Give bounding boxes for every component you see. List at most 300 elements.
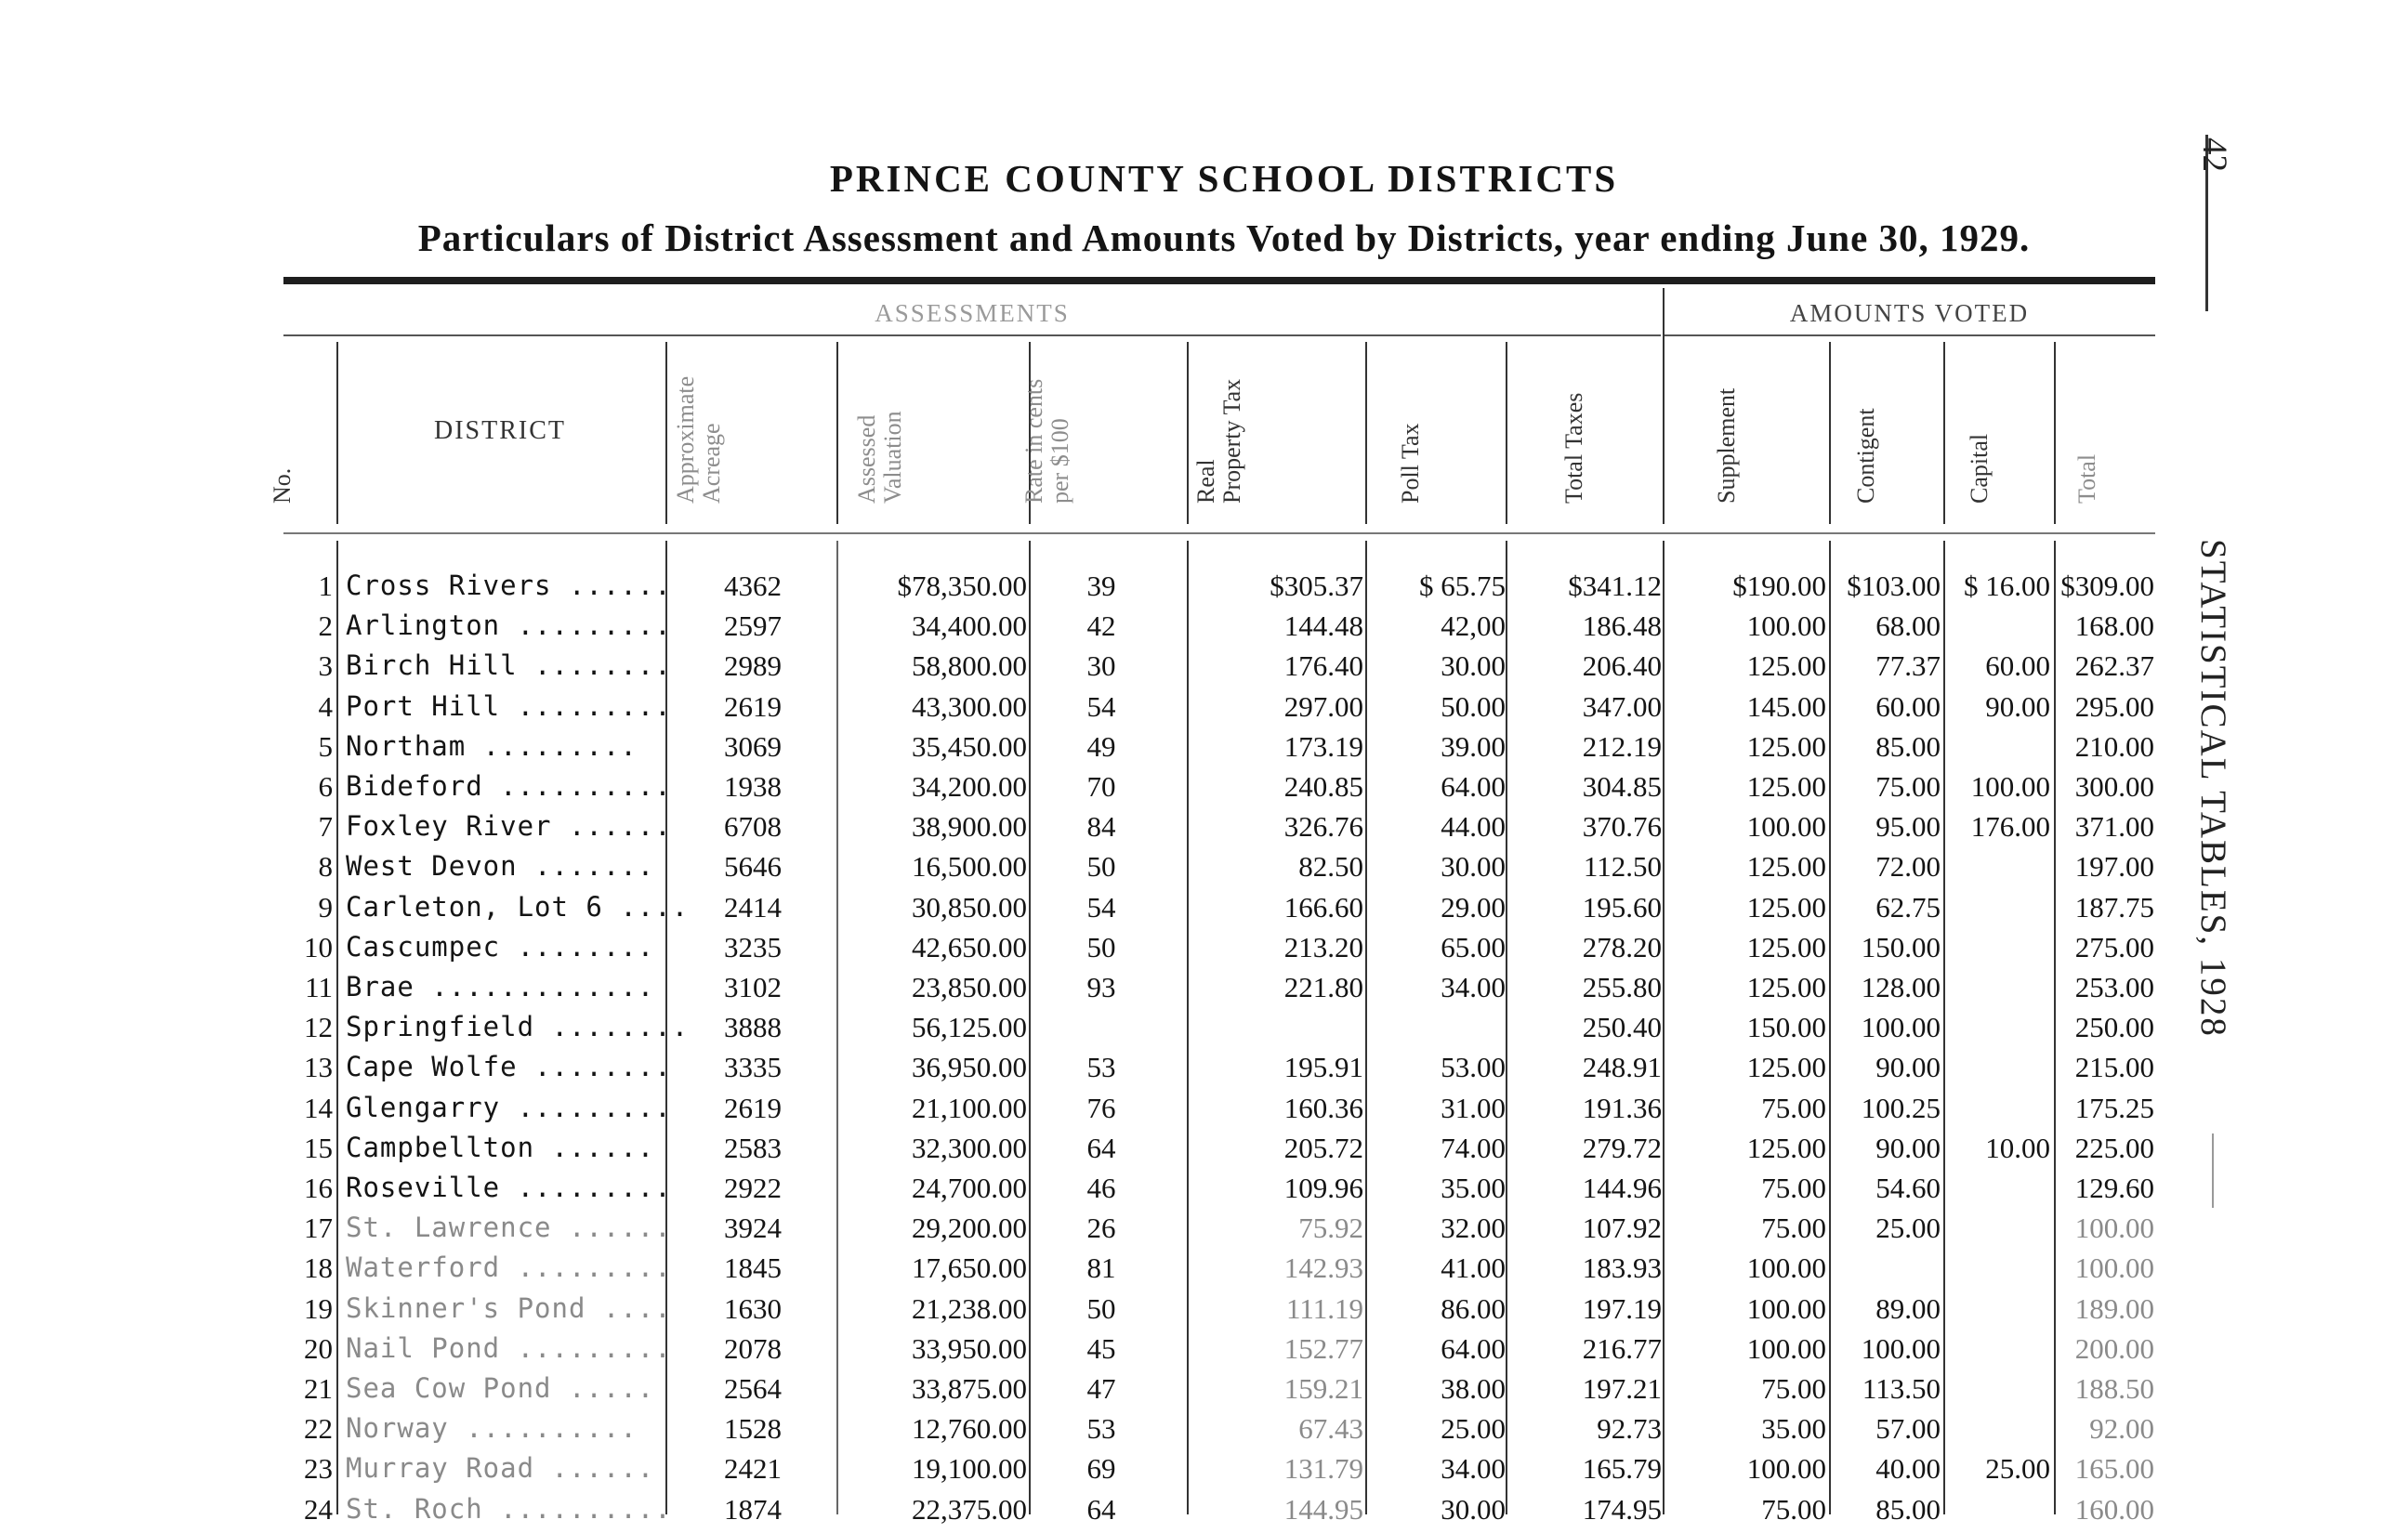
cell-real-tax: 240.85 (1283, 770, 1363, 803)
cell-contigent: 54.60 (1875, 1172, 1941, 1204)
cell-no: 22 (304, 1412, 333, 1446)
table-row (0, 570, 2408, 609)
cell-acreage: 2421 (724, 1452, 782, 1486)
table-row (0, 1452, 2408, 1492)
table-row (0, 1132, 2408, 1172)
rule-under-column-headers (283, 532, 2155, 534)
cell-no: 4 (318, 689, 333, 723)
cell-valuation: 56,125.00 (912, 1011, 1027, 1044)
cell-acreage: 2078 (724, 1331, 782, 1365)
cell-no: 18 (304, 1251, 333, 1285)
cell-real-tax: 75.92 (1298, 1212, 1363, 1245)
table-row (0, 1332, 2408, 1372)
cell-district: Cascumpec ........ (346, 930, 655, 963)
cell-rate: 45 (1086, 1331, 1116, 1365)
cell-acreage: 2597 (724, 609, 782, 643)
cell-district: Nail Pond ......... (346, 1331, 672, 1364)
cell-valuation: 22,375.00 (912, 1492, 1027, 1526)
cell-poll-tax: 64.00 (1441, 1331, 1506, 1365)
cell-acreage: 3335 (724, 1051, 782, 1084)
cell-no: 10 (304, 930, 333, 963)
cell-rate: 50 (1086, 930, 1116, 963)
cell-real-tax: 67.43 (1298, 1412, 1363, 1446)
cell-contigent: 75.00 (1875, 770, 1941, 803)
cell-no: 17 (304, 1212, 333, 1245)
cell-acreage: 2922 (724, 1172, 782, 1204)
cell-valuation: 29,200.00 (912, 1212, 1027, 1245)
cell-supplement: 100.00 (1746, 1251, 1826, 1285)
cell-valuation: 16,500.00 (912, 850, 1027, 884)
cell-contigent: 40.00 (1875, 1452, 1941, 1486)
cell-poll-tax: 86.00 (1441, 1291, 1506, 1325)
cell-contigent: 95.00 (1875, 810, 1941, 844)
col-sep (1663, 288, 1665, 524)
cell-acreage: 2619 (724, 1091, 782, 1124)
cell-capital: 176.00 (1970, 810, 2050, 844)
cell-real-tax: 160.36 (1283, 1091, 1363, 1124)
cell-contigent: 57.00 (1875, 1412, 1941, 1446)
cell-supplement: 100.00 (1746, 810, 1826, 844)
cell-contigent: 100.00 (1861, 1011, 1941, 1044)
cell-total: 215.00 (2074, 1051, 2154, 1084)
cell-valuation: 19,100.00 (912, 1452, 1027, 1486)
table-row (0, 690, 2408, 730)
cell-district: Waterford ......... (346, 1251, 672, 1284)
table-row (0, 1051, 2408, 1091)
col-sep (1829, 342, 1831, 524)
cell-acreage: 3235 (724, 930, 782, 963)
rule-under-amounts-voted (1664, 334, 2155, 336)
cell-district: Port Hill ......... (346, 689, 672, 722)
cell-supplement: 125.00 (1746, 1131, 1826, 1164)
cell-no: 2 (318, 609, 333, 643)
cell-total: 92.00 (2089, 1412, 2154, 1446)
cell-rate: 50 (1086, 850, 1116, 884)
cell-rate: 93 (1086, 971, 1116, 1003)
table-row (0, 649, 2408, 689)
cell-capital: 25.00 (1985, 1452, 2050, 1486)
cell-supplement: 75.00 (1761, 1492, 1826, 1526)
cell-contigent: 60.00 (1875, 689, 1941, 723)
cell-acreage: 5646 (724, 850, 782, 884)
cell-poll-tax: $ 65.75 (1419, 570, 1506, 602)
cell-no: 11 (305, 971, 333, 1003)
cell-contigent: 25.00 (1875, 1212, 1941, 1245)
assessments-group-header: ASSESSMENTS (875, 299, 1070, 327)
cell-capital: $ 16.00 (1964, 570, 2050, 602)
cell-total-taxes: 174.95 (1582, 1492, 1662, 1526)
cell-capital: 60.00 (1985, 649, 2050, 683)
cell-total: 197.00 (2074, 850, 2154, 884)
cell-poll-tax: 30.00 (1441, 850, 1506, 884)
cell-no: 14 (304, 1091, 333, 1124)
cell-district: Foxley River ...... (346, 810, 672, 843)
table-row (0, 1251, 2408, 1291)
cell-valuation: 12,760.00 (912, 1412, 1027, 1446)
table-row (0, 609, 2408, 649)
cell-valuation: 33,950.00 (912, 1331, 1027, 1365)
cell-supplement: 125.00 (1746, 850, 1826, 884)
cell-valuation: 24,700.00 (912, 1172, 1027, 1204)
cell-valuation: 17,650.00 (912, 1251, 1027, 1285)
cell-valuation: 34,400.00 (912, 609, 1027, 643)
cell-no: 20 (304, 1331, 333, 1365)
cell-total: 225.00 (2074, 1131, 2154, 1164)
cell-rate: 53 (1086, 1412, 1116, 1446)
cell-total: 253.00 (2074, 971, 2154, 1003)
cell-total: 160.00 (2074, 1492, 2154, 1526)
cell-rate: 50 (1086, 1291, 1116, 1325)
cell-district: Sea Cow Pond ..... (346, 1372, 655, 1404)
cell-valuation: 58,800.00 (912, 649, 1027, 683)
cell-rate: 53 (1086, 1051, 1116, 1084)
cell-acreage: 6708 (724, 810, 782, 844)
cell-real-tax: 173.19 (1283, 729, 1363, 763)
cell-district: St. Lawrence ...... (346, 1212, 672, 1244)
cell-rate: 64 (1086, 1131, 1116, 1164)
cell-no: 3 (318, 649, 333, 683)
cell-real-tax: 297.00 (1283, 689, 1363, 723)
cell-supplement: 35.00 (1761, 1412, 1826, 1446)
cell-acreage: 3924 (724, 1212, 782, 1245)
cell-supplement: 125.00 (1746, 649, 1826, 683)
cell-supplement: 125.00 (1746, 971, 1826, 1003)
cell-contigent: 100.25 (1861, 1091, 1941, 1124)
table-row (0, 850, 2408, 890)
cell-capital: 10.00 (1985, 1131, 2050, 1164)
cell-total: 100.00 (2074, 1212, 2154, 1245)
cell-supplement: 125.00 (1746, 770, 1826, 803)
cell-district: Norway .......... (346, 1412, 638, 1445)
cell-real-tax: $305.37 (1270, 570, 1363, 602)
cell-rate: 26 (1086, 1212, 1116, 1245)
cell-poll-tax: 31.00 (1441, 1091, 1506, 1124)
col-sep (1187, 342, 1189, 524)
cell-supplement: 150.00 (1746, 1011, 1826, 1044)
cell-acreage: 2414 (724, 890, 782, 924)
cell-real-tax: 221.80 (1283, 971, 1363, 1003)
cell-valuation: 21,100.00 (912, 1091, 1027, 1124)
cell-district: Roseville ......... (346, 1172, 672, 1203)
cell-total: 129.60 (2074, 1172, 2154, 1204)
table-row (0, 891, 2408, 931)
cell-total-taxes: 304.85 (1582, 770, 1662, 803)
cell-valuation: 38,900.00 (912, 810, 1027, 844)
cell-supplement: 125.00 (1746, 890, 1826, 924)
col-sep (1943, 342, 1945, 524)
page-subtitle: Particulars of District Assessment and Amounts Voted by Districts, year ending June 30, 1929. (417, 216, 2031, 259)
cell-rate: 81 (1086, 1251, 1116, 1285)
cell-supplement: 125.00 (1746, 1051, 1826, 1084)
cell-district: Carleton, Lot 6 .... (346, 890, 690, 923)
cell-total-taxes: 112.50 (1583, 850, 1662, 884)
cell-real-tax: 326.76 (1283, 810, 1363, 844)
cell-real-tax: 159.21 (1283, 1372, 1363, 1405)
col-header-district: DISTRICT (434, 416, 566, 445)
cell-contigent: 68.00 (1875, 609, 1941, 643)
cell-poll-tax: 50.00 (1441, 689, 1506, 723)
cell-acreage: 1528 (724, 1412, 782, 1446)
rule-under-assessments (283, 334, 1661, 336)
cell-valuation: 21,238.00 (912, 1291, 1027, 1325)
cell-total: 165.00 (2074, 1452, 2154, 1486)
cell-contigent: 89.00 (1875, 1291, 1941, 1325)
table-row (0, 1412, 2408, 1452)
cell-poll-tax: 42,00 (1441, 609, 1506, 643)
cell-no: 21 (304, 1372, 333, 1405)
cell-contigent: 100.00 (1861, 1331, 1941, 1365)
cell-total-taxes: 250.40 (1582, 1011, 1662, 1044)
cell-total-taxes: 165.79 (1582, 1452, 1662, 1486)
cell-valuation: 42,650.00 (912, 930, 1027, 963)
cell-total: 250.00 (2074, 1011, 2154, 1044)
cell-district: Glengarry ......... (346, 1091, 672, 1123)
table-row (0, 1011, 2408, 1051)
cell-contigent: 85.00 (1875, 1492, 1941, 1526)
cell-no: 5 (318, 729, 333, 763)
cell-rate: 42 (1086, 609, 1116, 643)
cell-rate: 70 (1086, 770, 1116, 803)
col-sep (665, 342, 667, 524)
col-sep (1506, 342, 1507, 524)
table-row (0, 1212, 2408, 1251)
page-title: PRINCE COUNTY SCHOOL DISTRICTS (829, 157, 1619, 200)
cell-contigent: 90.00 (1875, 1131, 1941, 1164)
cell-real-tax: 166.60 (1283, 890, 1363, 924)
cell-district: Springfield ........ (346, 1011, 690, 1043)
cell-total-taxes: 206.40 (1582, 649, 1662, 683)
cell-poll-tax: 64.00 (1441, 770, 1506, 803)
cell-total: $309.00 (2060, 570, 2154, 602)
cell-poll-tax: 34.00 (1441, 1452, 1506, 1486)
cell-district: Skinner's Pond .... (346, 1291, 672, 1324)
cell-total-taxes: 248.91 (1582, 1051, 1662, 1084)
cell-contigent: 77.37 (1875, 649, 1941, 683)
cell-valuation: 33,875.00 (912, 1372, 1027, 1405)
cell-poll-tax: 34.00 (1441, 971, 1506, 1003)
cell-real-tax: 144.95 (1283, 1492, 1363, 1526)
cell-supplement: 100.00 (1746, 609, 1826, 643)
cell-total: 188.50 (2074, 1372, 2154, 1405)
cell-acreage: 2989 (724, 649, 782, 683)
cell-district: Murray Road ...... (346, 1452, 655, 1485)
cell-supplement: 145.00 (1746, 689, 1826, 723)
cell-supplement: 75.00 (1761, 1212, 1826, 1245)
cell-rate: 54 (1086, 689, 1116, 723)
table-row (0, 770, 2408, 810)
cell-poll-tax: 38.00 (1441, 1372, 1506, 1405)
cell-total-taxes: 255.80 (1582, 971, 1662, 1003)
cell-rate: 39 (1086, 570, 1116, 602)
col-sep (2054, 342, 2056, 524)
cell-district: Northam ......... (346, 729, 638, 762)
table-row (0, 1372, 2408, 1412)
cell-capital: 90.00 (1985, 689, 2050, 723)
cell-acreage: 3102 (724, 971, 782, 1003)
cell-total-taxes: 186.48 (1582, 609, 1662, 643)
cell-poll-tax: 53.00 (1441, 1051, 1506, 1084)
table-row (0, 730, 2408, 770)
cell-supplement: 100.00 (1746, 1291, 1826, 1325)
table-row (0, 1092, 2408, 1132)
cell-contigent: 62.75 (1875, 890, 1941, 924)
cell-poll-tax: 32.00 (1441, 1212, 1506, 1245)
cell-contigent: 150.00 (1861, 930, 1941, 963)
cell-acreage: 2583 (724, 1131, 782, 1164)
cell-real-tax: 131.79 (1283, 1452, 1363, 1486)
table-row (0, 810, 2408, 850)
cell-total-taxes: 197.21 (1582, 1372, 1662, 1405)
header-rule (283, 277, 2155, 284)
cell-valuation: 23,850.00 (912, 971, 1027, 1003)
cell-no: 6 (318, 770, 333, 803)
cell-poll-tax: 25.00 (1441, 1412, 1506, 1446)
cell-no: 19 (304, 1291, 333, 1325)
cell-no: 7 (318, 810, 333, 844)
cell-district: Brae ............. (346, 971, 655, 1002)
cell-acreage: 1630 (724, 1291, 782, 1325)
cell-real-tax: 195.91 (1283, 1051, 1363, 1084)
cell-real-tax: 111.19 (1286, 1291, 1363, 1325)
cell-poll-tax: 41.00 (1441, 1251, 1506, 1285)
cell-total: 295.00 (2074, 689, 2154, 723)
cell-valuation: 35,450.00 (912, 729, 1027, 763)
cell-no: 9 (318, 890, 333, 924)
cell-total: 189.00 (2074, 1291, 2154, 1325)
cell-valuation: 30,850.00 (912, 890, 1027, 924)
cell-district: Cape Wolfe ........ (346, 1051, 672, 1083)
cell-total: 187.75 (2074, 890, 2154, 924)
cell-supplement: 100.00 (1746, 1331, 1826, 1365)
cell-supplement: $190.00 (1732, 570, 1826, 602)
cell-total-taxes: 370.76 (1582, 810, 1662, 844)
cell-no: 12 (304, 1011, 333, 1044)
cell-acreage: 2619 (724, 689, 782, 723)
cell-total: 300.00 (2074, 770, 2154, 803)
cell-acreage: 4362 (724, 570, 782, 602)
cell-total-taxes: $341.12 (1568, 570, 1662, 602)
cell-acreage: 3888 (724, 1011, 782, 1044)
cell-poll-tax: 29.00 (1441, 890, 1506, 924)
cell-district: West Devon ....... (346, 850, 655, 883)
cell-supplement: 125.00 (1746, 729, 1826, 763)
cell-no: 23 (304, 1452, 333, 1486)
col-sep (1365, 342, 1367, 524)
cell-real-tax: 205.72 (1283, 1131, 1363, 1164)
cell-total-taxes: 195.60 (1582, 890, 1662, 924)
cell-total: 100.00 (2074, 1251, 2154, 1285)
cell-real-tax: 142.93 (1283, 1251, 1363, 1285)
cell-total-taxes: 144.96 (1582, 1172, 1662, 1204)
cell-total-taxes: 92.73 (1597, 1412, 1662, 1446)
cell-poll-tax: 30.00 (1441, 1492, 1506, 1526)
cell-valuation: 32,300.00 (912, 1131, 1027, 1164)
cell-valuation: $78,350.00 (897, 570, 1027, 602)
table-row (0, 1172, 2408, 1212)
cell-rate: 46 (1086, 1172, 1116, 1204)
cell-no: 15 (304, 1131, 333, 1164)
table-row (0, 1292, 2408, 1332)
cell-contigent: 113.50 (1862, 1372, 1941, 1405)
cell-contigent: 72.00 (1875, 850, 1941, 884)
amounts-voted-group-header: AMOUNTS VOTED (1789, 299, 2030, 327)
page-edge-rule (2212, 1133, 2214, 1208)
cell-acreage: 3069 (724, 729, 782, 763)
cell-poll-tax: 35.00 (1441, 1172, 1506, 1204)
cell-total-taxes: 191.36 (1582, 1091, 1662, 1124)
cell-total: 275.00 (2074, 930, 2154, 963)
cell-total: 262.37 (2074, 649, 2154, 683)
cell-total-taxes: 107.92 (1582, 1212, 1662, 1245)
table-row (0, 971, 2408, 1011)
cell-total-taxes: 279.72 (1582, 1131, 1662, 1164)
cell-real-tax: 109.96 (1283, 1172, 1363, 1204)
cell-valuation: 36,950.00 (912, 1051, 1027, 1084)
cell-acreage: 2564 (724, 1372, 782, 1405)
cell-rate: 64 (1086, 1492, 1116, 1526)
cell-rate: 69 (1086, 1452, 1116, 1486)
cell-rate: 54 (1086, 890, 1116, 924)
cell-total: 371.00 (2074, 810, 2154, 844)
cell-district: Campbellton ...... (346, 1131, 655, 1163)
cell-total-taxes: 212.19 (1582, 729, 1662, 763)
cell-real-tax: 213.20 (1283, 930, 1363, 963)
cell-poll-tax: 30.00 (1441, 649, 1506, 683)
cell-contigent: $103.00 (1847, 570, 1941, 602)
cell-supplement: 75.00 (1761, 1172, 1826, 1204)
cell-contigent: 90.00 (1875, 1051, 1941, 1084)
cell-district: Birch Hill ........ (346, 649, 672, 682)
cell-no: 16 (304, 1172, 333, 1204)
cell-district: Arlington ......... (346, 609, 672, 642)
cell-no: 8 (318, 850, 333, 884)
cell-supplement: 75.00 (1761, 1372, 1826, 1405)
cell-poll-tax: 74.00 (1441, 1131, 1506, 1164)
cell-district: Bideford .......... (346, 770, 672, 802)
cell-total: 168.00 (2074, 609, 2154, 643)
cell-acreage: 1874 (724, 1492, 782, 1526)
cell-district: St. Roch .......... (346, 1492, 672, 1525)
cell-rate: 47 (1086, 1372, 1116, 1405)
cell-supplement: 100.00 (1746, 1452, 1826, 1486)
cell-total-taxes: 347.00 (1582, 689, 1662, 723)
cell-no: 1 (318, 570, 333, 602)
table-row (0, 1493, 2408, 1533)
cell-total-taxes: 197.19 (1582, 1291, 1662, 1325)
cell-no: 24 (304, 1492, 333, 1526)
cell-supplement: 75.00 (1761, 1091, 1826, 1124)
cell-contigent: 128.00 (1861, 971, 1941, 1003)
cell-total: 175.25 (2074, 1091, 2154, 1124)
cell-rate: 49 (1086, 729, 1116, 763)
cell-supplement: 125.00 (1746, 930, 1826, 963)
cell-total: 200.00 (2074, 1331, 2154, 1365)
cell-acreage: 1938 (724, 770, 782, 803)
cell-rate: 30 (1086, 649, 1116, 683)
cell-valuation: 43,300.00 (912, 689, 1027, 723)
cell-real-tax: 144.48 (1283, 609, 1363, 643)
cell-capital: 100.00 (1970, 770, 2050, 803)
cell-rate: 76 (1086, 1091, 1116, 1124)
cell-total-taxes: 183.93 (1582, 1251, 1662, 1285)
cell-valuation: 34,200.00 (912, 770, 1027, 803)
cell-contigent: 85.00 (1875, 729, 1941, 763)
cell-real-tax: 82.50 (1298, 850, 1363, 884)
cell-district: Cross Rivers ...... (346, 570, 672, 601)
cell-poll-tax: 65.00 (1441, 930, 1506, 963)
cell-no: 13 (304, 1051, 333, 1084)
table-row (0, 931, 2408, 971)
